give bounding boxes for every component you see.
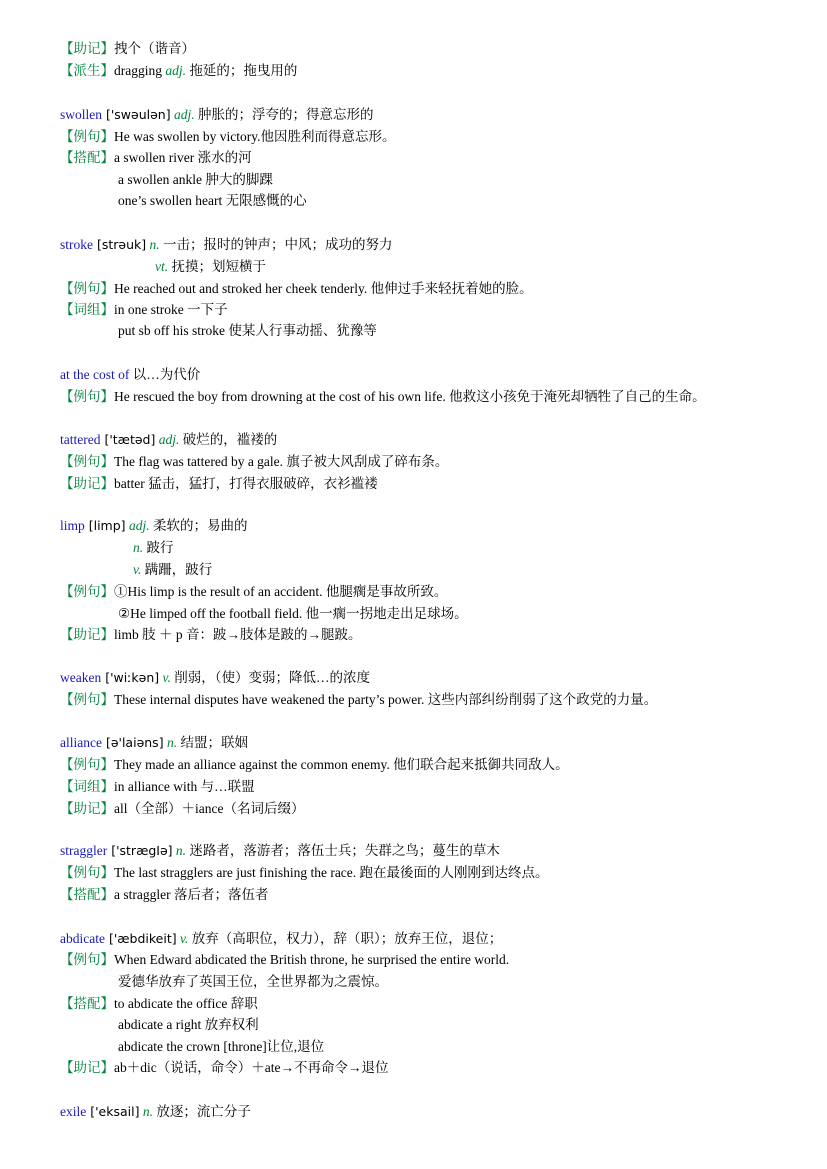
headword: stroke [60,237,93,252]
section-tag: 【例句】 [60,281,114,296]
part-of-speech: n. [149,237,160,252]
line-text: These internal disputes have weakened the party’s power. 这些内部纠纷削弱了这个政党的力量。 [114,692,658,707]
entry-line [60,842,500,860]
part-of-speech: v. [180,931,189,946]
entry-line [133,561,212,579]
headword: at the cost of [60,367,130,382]
line-text: 柔软的；易曲的 [149,518,248,533]
section-tag: 【派生】 [60,63,114,78]
line-text: 爱德华放弃了英国王位，全世界都为之震惊。 [118,974,388,989]
line-text: put sb off his stroke 使某人行事动摇、犹豫等 [118,323,377,338]
section-tag: 【例句】 [60,865,114,880]
line-text: all（全部）＋iance（名词后缀） [114,801,305,816]
entry-line [60,626,362,644]
section-tag: 【搭配】 [60,996,114,1011]
entry-line [118,192,307,210]
part-of-speech: n. [133,540,144,555]
entry-line [60,669,370,687]
section-tag: 【例句】 [60,692,114,707]
line-text: ab＋dic（说话，命令）＋ate→不再命令→退位 [114,1060,389,1075]
part-of-speech: adj. [165,63,187,78]
section-tag: 【例句】 [60,129,114,144]
line-text: abdicate the crown [throne]让位,退位 [118,1039,325,1054]
entry-line [60,301,228,319]
part-of-speech: v. [133,562,142,577]
line-text: The last stragglers are just finishing the race. 跑在最後面的人刚刚到达终点。 [114,865,549,880]
entry-line [60,128,395,146]
entry-line [60,778,255,796]
section-tag: 【例句】 [60,454,114,469]
line-text: 结盟；联姻 [177,735,248,750]
part-of-speech: vt. [155,259,169,274]
line-text: 拽个（谐音） [114,41,195,56]
phonetic: [ə'laiəns] [101,735,164,750]
line-text: one’s swollen heart 无限感慨的心 [118,193,307,208]
entry-line [118,171,273,189]
entry-line [60,1059,388,1077]
line-text: in one stroke 一下子 [114,302,228,317]
line-text: The flag was tattered by a gale. 旗子被大风刮成了碎布条。 [114,454,449,469]
line-text: 肿胀的；浮夸的；得意忘形的 [194,107,374,122]
headword: straggler [60,843,108,858]
entry-line [60,388,706,406]
headword: alliance [60,735,102,750]
entry-line [155,258,266,276]
line-text: 一击；报时的钟声；中风；成功的努力 [159,237,393,252]
phonetic: ['strægIə] [107,843,173,858]
entry-line [60,734,248,752]
section-tag: 【助记】 [60,627,114,642]
headword: weaken [60,670,102,685]
part-of-speech: n. [142,1104,153,1119]
part-of-speech: n. [175,843,187,858]
line-text: abdicate a right 放弃权利 [118,1017,259,1032]
entry-line [60,106,374,124]
entry-line [60,517,247,535]
part-of-speech: v. [162,670,171,685]
entry-line [60,800,304,818]
line-text: When Edward abdicated the British throne, he surprised the entire world. [114,952,510,967]
section-tag: 【助记】 [60,1060,114,1075]
line-text: He reached out and stroked her cheek tenderly. 他伸过手来轻抚着她的脸。 [114,281,533,296]
entry-line [118,322,377,340]
line-text: 放逐；流亡分子 [152,1104,251,1119]
entry-line [60,930,502,948]
line-text: a straggler 落后者；落伍者 [114,887,269,902]
line-text: dragging [114,63,166,78]
entry-line [60,756,569,774]
line-text: a swollen ankle 肿大的脚踝 [118,172,273,187]
phonetic: ['æbdikeit] [104,931,177,946]
entry-line [60,280,533,298]
phonetic: ['tætəd] [100,432,156,447]
entry-line [60,583,447,601]
phonetic: ['swəulən] [102,107,171,122]
line-text: a swollen river 涨水的河 [114,150,252,165]
entry-line [60,951,509,969]
headword: limp [60,518,85,533]
entry-line [118,1038,324,1056]
section-tag: 【例句】 [60,757,114,772]
line-text: in alliance with 与…联盟 [114,779,255,794]
line-text: 迷路者，落游者；落伍士兵；失群之鸟；蔓生的草木 [186,843,500,858]
headword: swollen [60,107,102,122]
entry-line [60,995,258,1013]
section-tag: 【助记】 [60,476,114,491]
section-tag: 【助记】 [60,41,114,56]
part-of-speech: n. [166,735,178,750]
entry-line [60,236,393,254]
line-text: to abdicate the office 辞职 [114,996,258,1011]
line-text: batter 猛击，猛打，打得衣服破碎，衣衫褴褛 [114,476,378,491]
entry-line [60,62,297,80]
entry-line [118,605,468,623]
entry-line [60,431,277,449]
line-text: He rescued the boy from drowning at the cost of his own life. 他救这小孩免于淹死却牺牲了自己的生命。 [114,389,706,404]
entry-line [60,40,195,58]
entry-line [118,973,388,991]
entry-line [60,453,448,471]
entry-line [60,366,200,384]
line-text: He was swollen by victory.他因胜利而得意忘形。 [114,129,396,144]
section-tag: 【例句】 [60,584,114,599]
headword: tattered [60,432,101,447]
section-tag: 【搭配】 [60,150,114,165]
section-tag: 【词组】 [60,779,114,794]
phonetic: [strəuk] [93,237,147,252]
line-text: 以…为代价 [129,367,201,382]
line-text: 蹒跚，跛行 [141,562,213,577]
section-tag: 【词组】 [60,302,114,317]
line-text: 跛行 [143,540,174,555]
line-text: ①His limp is the result of an accident. 他腿瘸是事故所致。 [114,584,448,599]
line-text: limb 肢 ＋ p 音：跛→肢体是跛的→腿跛。 [114,627,362,642]
entry-line [60,1103,251,1121]
headword: exile [60,1104,87,1119]
phonetic: ['eksail] [86,1104,140,1119]
part-of-speech: adj. [173,107,195,122]
line-text: 放弃（高职位，权力），辞（职）；放弃王位，退位； [188,931,503,946]
line-text: 拖延的；拖曳用的 [186,63,298,78]
section-tag: 【助记】 [60,801,114,816]
entry-line [118,1016,259,1034]
phonetic: [limp] [84,518,126,533]
line-text: 抚摸；划短横于 [168,259,266,274]
line-text: ②He limped off the football field. 他一瘸一拐地走出足球场。 [118,606,468,621]
entry-line [60,864,549,882]
headword: abdicate [60,931,105,946]
section-tag: 【搭配】 [60,887,114,902]
section-tag: 【例句】 [60,389,114,404]
entry-line [60,475,378,493]
entry-line [60,149,252,167]
line-text: 破烂的，褴褛的 [179,432,278,447]
line-text: They made an alliance against the common enemy. 他们联合起来抵御共同敌人。 [114,757,569,772]
entry-line [60,886,268,904]
part-of-speech: adj. [158,432,180,447]
entry-line [60,691,657,709]
phonetic: ['wiːkən] [101,670,160,685]
part-of-speech: adj. [128,518,150,533]
entry-line [133,539,174,557]
line-text: 削弱，（使）变弱；降低…的浓度 [170,670,371,685]
section-tag: 【例句】 [60,952,114,967]
